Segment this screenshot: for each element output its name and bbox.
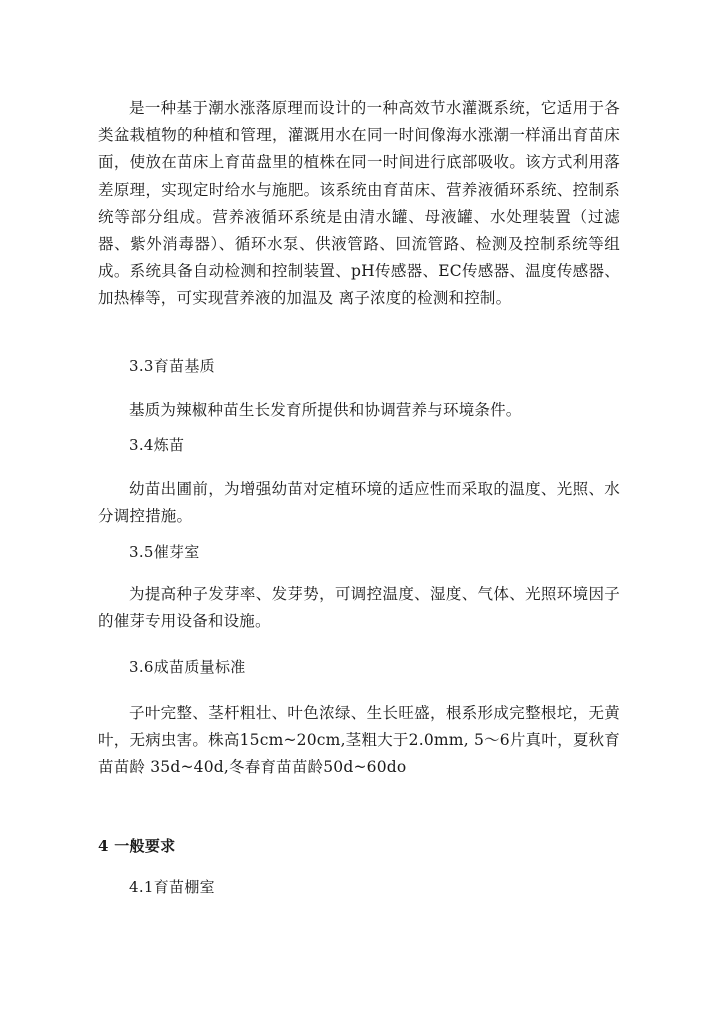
heading-3-4: 3.4炼苗: [129, 436, 185, 454]
heading-3-3: 3.3育苗基质: [129, 357, 215, 375]
paragraph-3-4: 幼苗出圃前，为增强幼苗对定植环境的适应性而采取的温度、光照、水分调控措施。: [98, 480, 620, 526]
heading-3-5: 3.5催芽室: [129, 543, 200, 561]
paragraph-3-5: 为提高种子发芽率、发芽势，可调控温度、湿度、气体、光照环境因子的催芽专用设备和设施。: [98, 585, 620, 631]
heading-4-1: 4.1育苗棚室: [129, 878, 215, 896]
paragraph-3-6: 子叶完整、茎杆粗壮、叶色浓绿、生长旺盛，根系形成完整根坨，无黄叶，无病虫害。株高15cm~20cm,茎粗大于2.0mm, 5～6片真叶，夏秋育苗苗龄 35d~40d,冬春育苗苗龄50d~60do: [98, 704, 620, 777]
paragraph-3-3: 基质为辣椒种苗生长发育所提供和协调营养与环境条件。: [129, 401, 522, 419]
intro-paragraph: 是一种基于潮水涨落原理而设计的一种高效节水灌溉系统，它适用于各类盆栽植物的种植和管理，灌溉用水在同一时间像海水涨潮一样涌出育苗床面，使放在苗床上育苗盘里的植株在同一时间进行底部吸收。该方式利用落差原理，实现定时给水与施肥。该系统由育苗床、营养液循环系统、控制系统等部分组成。营养液循环系统是由清水罐、母液罐、水处理装置（过滤器、紫外消毒器）、循环水泵、供液管路、回流管路、检测及控制系统等组成。系统具备自动检测和控制装置、pH传感器、EC传感器、温度传感器、加热棒等，可实现营养液的加温及 离子浓度的检测和控制。: [98, 99, 620, 308]
heading-3-6: 3.6成苗质量标准: [129, 658, 246, 676]
chapter-heading-4: 4 一般要求: [98, 837, 176, 855]
